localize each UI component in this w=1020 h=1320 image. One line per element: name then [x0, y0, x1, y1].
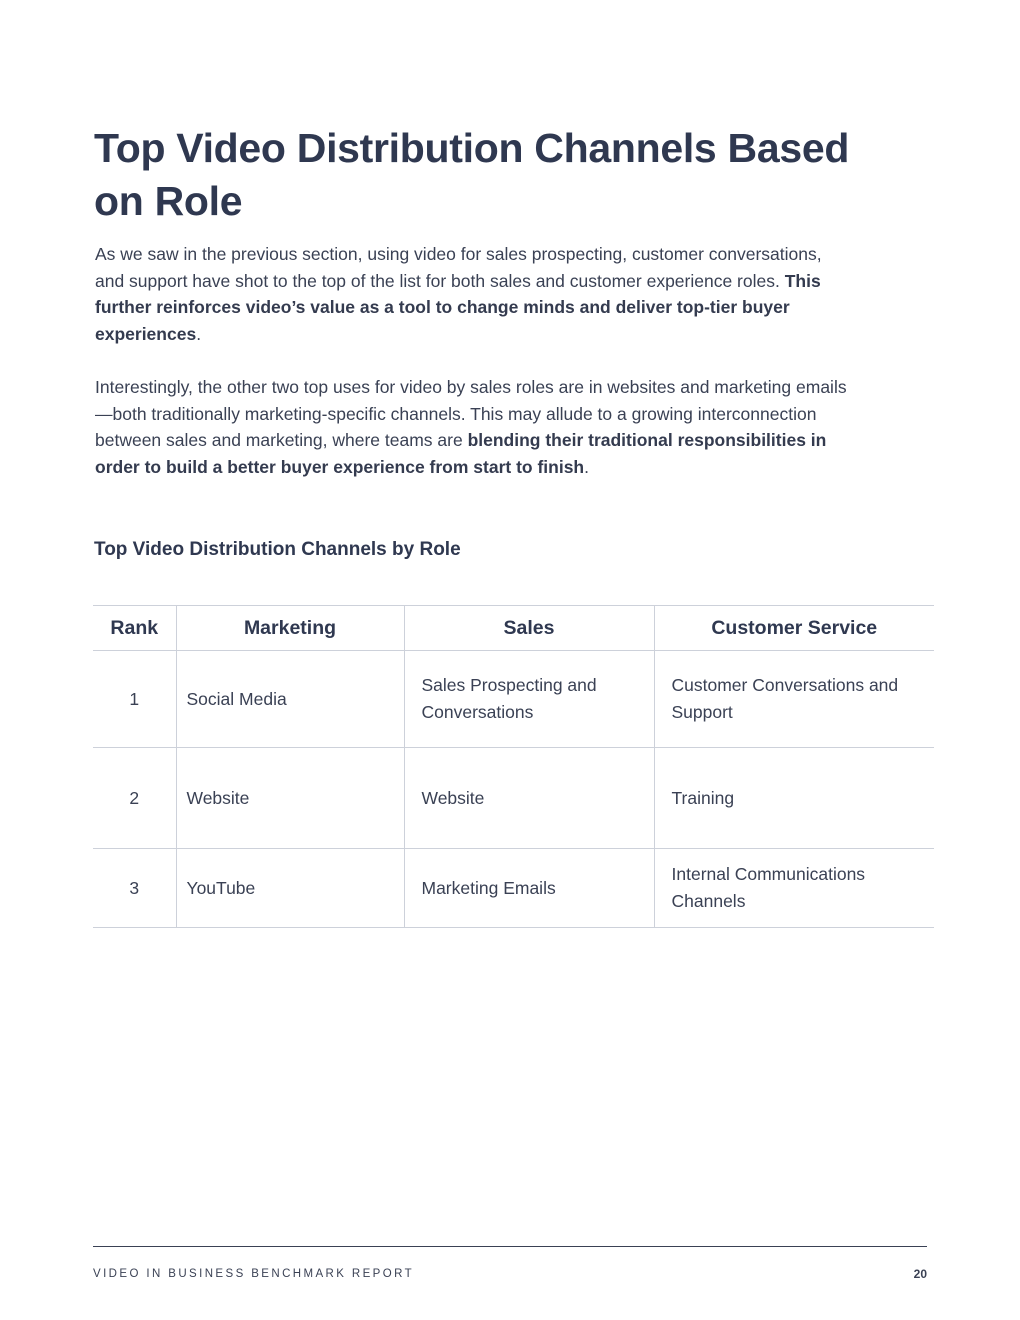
marketing-cell: Website: [176, 748, 404, 849]
header-sales: Sales: [404, 606, 654, 651]
second-paragraph: [95, 374, 855, 481]
marketing-cell: Social Media: [176, 651, 404, 748]
paragraph-emphasis: blending their traditional responsibilities in order to build a better buyer experience from start to finish: [95, 430, 827, 478]
table-row: [93, 849, 934, 928]
sales-cell: Marketing Emails: [404, 849, 654, 928]
table-header-row: [93, 606, 934, 651]
paragraph-end: .: [584, 457, 589, 478]
customer-service-cell: Training: [654, 748, 934, 849]
page-number: 20: [913, 1267, 927, 1281]
intro-paragraph: [95, 241, 855, 348]
rank-cell: 2: [93, 748, 176, 849]
paragraph-text: As we saw in the previous section, using video for sales prospecting, customer conversations, and support have shot to the top of the list for both sales and customer experience roles.: [95, 244, 822, 291]
header-customer-service: Customer Service: [654, 606, 934, 651]
header-marketing: Marketing: [176, 606, 404, 651]
table-row: [93, 748, 934, 849]
customer-service-cell: Internal Communications Channels: [654, 849, 934, 928]
rank-cell: 3: [93, 849, 176, 928]
distribution-channels-table: [93, 605, 934, 928]
paragraph-text: Interestingly, the other two top uses for video by sales roles are in websites and marketing emails—both traditionally marketing-specific channels. This may allude to a growing interconnection between sales and marketing, where teams are: [95, 377, 847, 451]
marketing-cell: YouTube: [176, 849, 404, 928]
customer-service-cell: Customer Conversations and Support: [654, 651, 934, 748]
table-title: Top Video Distribution Channels by Role: [94, 539, 461, 560]
paragraph-emphasis: This further reinforces video’s value as a tool to change minds and deliver top-tier buyer experiences: [95, 270, 821, 345]
sales-cell: Sales Prospecting and Conversations: [404, 651, 654, 748]
rank-cell: 1: [93, 651, 176, 748]
paragraph-end: .: [196, 324, 202, 345]
footer-report-name: VIDEO IN BUSINESS BENCHMARK REPORT: [93, 1268, 415, 1280]
footer-divider: [93, 1246, 927, 1247]
table-row: [93, 651, 934, 748]
header-rank: Rank: [93, 606, 176, 651]
sales-cell: Website: [404, 748, 654, 849]
page-title: Top Video Distribution Channels Based on Role: [94, 125, 850, 224]
